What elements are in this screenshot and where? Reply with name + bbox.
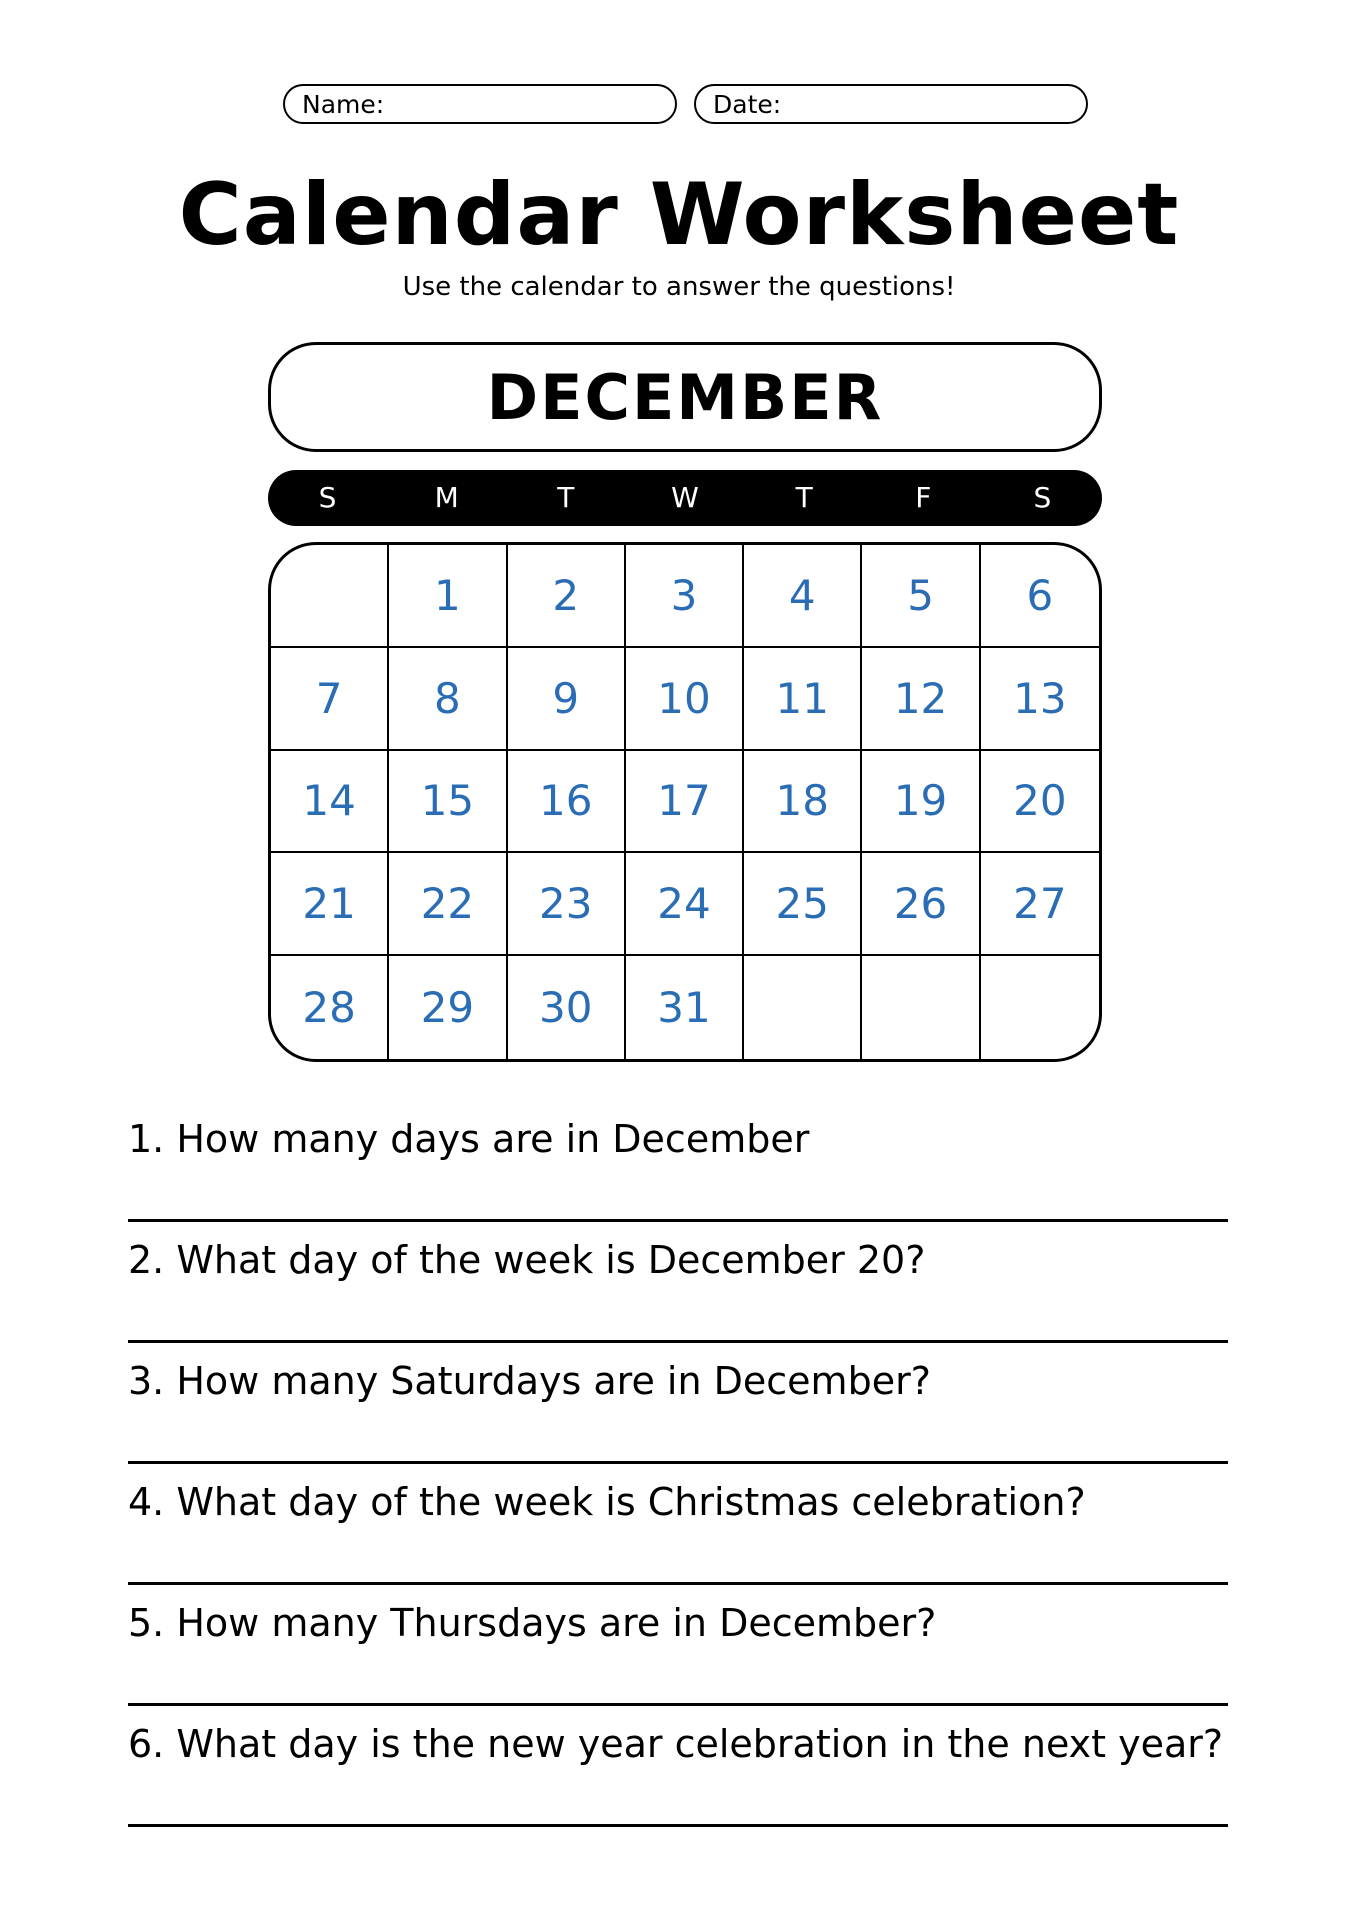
calendar-day-cell: 17 (626, 751, 744, 854)
question-item (128, 1473, 1228, 1594)
calendar-day-cell: 9 (508, 648, 626, 751)
answer-line[interactable] (128, 1582, 1228, 1585)
calendar-day-cell: 23 (508, 853, 626, 956)
question-text: 4. What day of the week is Christmas celebration? (128, 1480, 1086, 1524)
name-field[interactable] (283, 84, 677, 124)
calendar-day-cell: 6 (981, 545, 1099, 648)
calendar-empty-cell (981, 956, 1099, 1059)
calendar-day-cell: 8 (389, 648, 507, 751)
calendar-day-cell: 25 (744, 853, 862, 956)
worksheet-title: Calendar Worksheet (178, 165, 1180, 265)
answer-line[interactable] (128, 1703, 1228, 1706)
calendar-day-cell: 14 (271, 751, 389, 854)
date-field[interactable] (694, 84, 1088, 124)
calendar-empty-cell (271, 545, 389, 648)
calendar-day-cell: 1 (389, 545, 507, 648)
weekday-tue: T (557, 481, 575, 514)
question-item (128, 1594, 1228, 1715)
calendar-day-cell: 24 (626, 853, 744, 956)
question-text: 5. How many Thursdays are in December? (128, 1601, 937, 1645)
date-label: Date: (713, 89, 782, 119)
calendar-grid (268, 542, 1102, 1062)
calendar-day-cell: 3 (626, 545, 744, 648)
calendar-day-cell: 2 (508, 545, 626, 648)
weekday-sun: S (318, 481, 337, 514)
calendar-day-cell: 26 (862, 853, 980, 956)
weekday-fri: F (915, 481, 932, 514)
question-text: 6. What day is the new year celebration in the next year? (128, 1722, 1224, 1766)
name-label: Name: (302, 89, 385, 119)
calendar-day-cell: 19 (862, 751, 980, 854)
answer-line[interactable] (128, 1824, 1228, 1827)
calendar-day-cell: 5 (862, 545, 980, 648)
calendar-day-cell: 15 (389, 751, 507, 854)
calendar-day-cell: 31 (626, 956, 744, 1059)
month-banner: DECEMBER (268, 342, 1102, 452)
weekday-sat: S (1033, 481, 1052, 514)
weekday-header (268, 470, 1102, 526)
answer-line[interactable] (128, 1461, 1228, 1464)
question-text: 2. What day of the week is December 20? (128, 1238, 926, 1282)
worksheet-subtitle: Use the calendar to answer the questions! (402, 272, 956, 302)
question-item (128, 1110, 1228, 1231)
calendar-day-cell: 7 (271, 648, 389, 751)
calendar-day-cell: 16 (508, 751, 626, 854)
question-item (128, 1231, 1228, 1352)
answer-line[interactable] (128, 1219, 1228, 1222)
calendar-day-cell: 10 (626, 648, 744, 751)
name-input[interactable] (392, 89, 692, 119)
question-item (128, 1352, 1228, 1473)
calendar-day-cell: 13 (981, 648, 1099, 751)
date-input[interactable] (789, 89, 1089, 119)
calendar-day-cell: 29 (389, 956, 507, 1059)
calendar-day-cell: 20 (981, 751, 1099, 854)
questions-list (128, 1110, 1228, 1836)
calendar-day-cell: 12 (862, 648, 980, 751)
question-item (128, 1715, 1228, 1836)
weekday-wed: W (671, 481, 699, 514)
question-text: 1. How many days are in December (128, 1117, 810, 1161)
calendar-day-cell: 18 (744, 751, 862, 854)
weekday-mon: M (434, 481, 459, 514)
weekday-thu: T (795, 481, 813, 514)
question-text: 3. How many Saturdays are in December? (128, 1359, 931, 1403)
calendar-empty-cell (862, 956, 980, 1059)
calendar-day-cell: 30 (508, 956, 626, 1059)
calendar-day-cell: 22 (389, 853, 507, 956)
calendar-day-cell: 11 (744, 648, 862, 751)
calendar-day-cell: 21 (271, 853, 389, 956)
calendar-day-cell: 28 (271, 956, 389, 1059)
calendar-day-cell: 4 (744, 545, 862, 648)
calendar-empty-cell (744, 956, 862, 1059)
answer-line[interactable] (128, 1340, 1228, 1343)
calendar-day-cell: 27 (981, 853, 1099, 956)
